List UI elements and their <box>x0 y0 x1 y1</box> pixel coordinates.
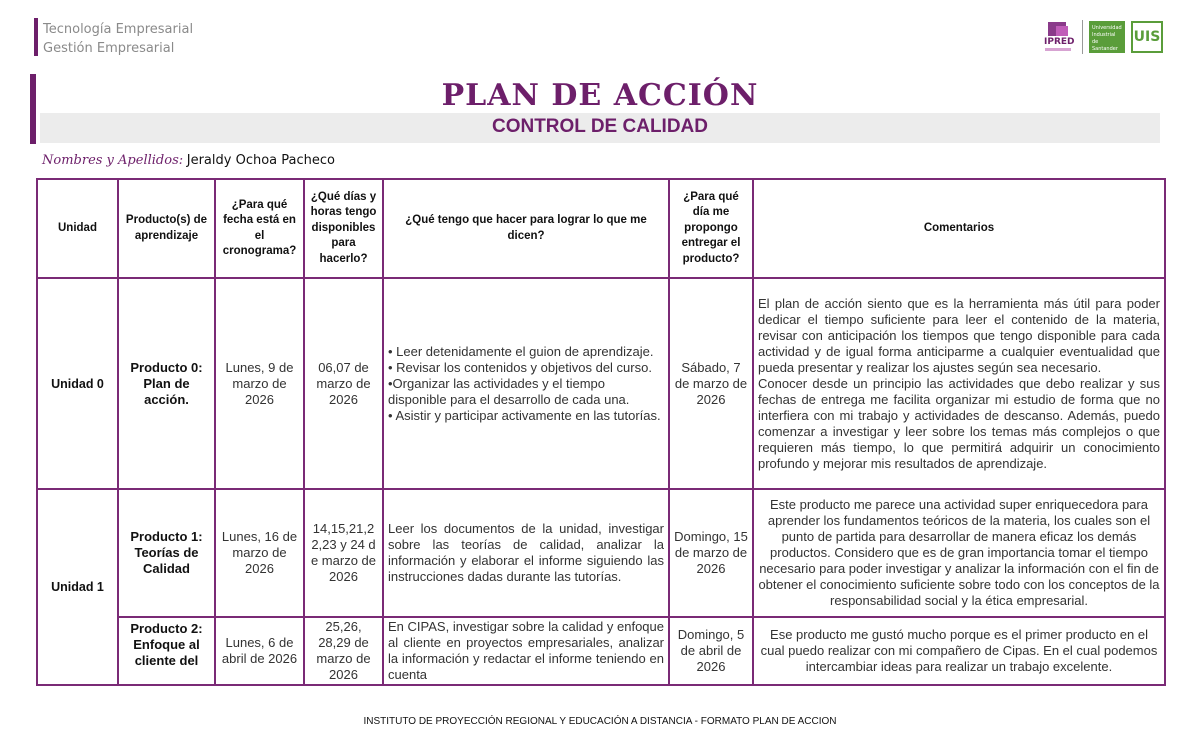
delivery-date-cell: Domingo, 5 de abril de 2026 <box>669 617 753 685</box>
header-unidad: Unidad <box>37 179 118 278</box>
delivery-date-cell: Sábado, 7 de marzo de 2026 <box>669 278 753 489</box>
uis-mark-logo: UIS <box>1131 21 1163 53</box>
table-row <box>37 278 1165 489</box>
uis-logo: Universidad Industrial de Santander <box>1089 21 1125 53</box>
todo-item: •Organizar las actividades y el tiempo disponible para el desarrollo de cada una. <box>388 375 630 407</box>
table-row <box>37 489 1165 617</box>
page-title: PLAN DE ACCIÓN <box>441 78 759 113</box>
schedule-date-cell: Lunes, 9 de marzo de 2026 <box>215 278 304 489</box>
product-cell: Producto 1: Teorías de Calidad <box>118 489 215 617</box>
comments-cell <box>753 278 1165 489</box>
comment-paragraph: El plan de acción siento que es la herramienta más útil para poder dedicar el tiempo suficiente para leer el contenido de la materia, revisar con anticipación los tiempos que tengo disponible para cada actividad y de igual forma anticiparme a cualquier eventualidad que pueda presentar y realizar los ajustes según sea necesario. <box>758 295 1160 375</box>
unit-cell: Unidad 0 <box>37 278 118 489</box>
todo-cell: En CIPAS, investigar sobre la calidad y enfoque al cliente en proyectos empresariales, analizar la información y redactar el informe teniendo en cuenta <box>383 617 669 685</box>
todo-item: • Revisar los contenidos y objetivos del curso. <box>388 359 652 375</box>
table-row <box>37 617 1165 685</box>
delivery-date-cell: Domingo, 15 de marzo de 2026 <box>669 489 753 617</box>
title-accent-bar <box>30 74 36 144</box>
todo-cell: Leer los documentos de la unidad, investigar sobre las teorías de calidad, analizar la información y elaborar el informe siguiendo las instrucciones dadas durante las tutorías. <box>383 489 669 617</box>
logo-divider <box>1082 20 1083 54</box>
available-days-cell: 06,07 de marzo de 2026 <box>304 278 383 489</box>
header-dia-entrega: ¿Para qué día me propongo entregar el producto? <box>669 179 753 278</box>
student-name-label: Nombres y Apellidos: <box>42 153 184 168</box>
page-subtitle: CONTROL DE CALIDAD <box>491 116 709 137</box>
header-producto: Producto(s) de aprendizaje <box>118 179 215 278</box>
available-days-cell: 25,26, 28,29 de marzo de 2026 <box>304 617 383 685</box>
ipred-logo: IPRED <box>1044 20 1074 54</box>
header-dias-disponibles: ¿Qué días y horas tengo disponibles para hacerlo? <box>304 179 383 278</box>
header-que-hacer: ¿Qué tengo que hacer para lograr lo que me dicen? <box>383 179 669 278</box>
comments-cell: Ese producto me gustó mucho porque es el primer producto en el cual puedo realizar con mi compañero de Cipas. En el cual podemos intercambiar ideas para realizar un trabajo excelente. <box>753 617 1165 685</box>
page-footer: INSTITUTO DE PROYECCIÓN REGIONAL Y EDUCACIÓN A DISTANCIA - FORMATO PLAN DE ACCION <box>363 716 837 727</box>
available-days-cell: 14,15,21,22,23 y 24 de marzo de 2026 <box>304 489 383 617</box>
student-name-value: Jeraldy Ochoa Pacheco <box>186 153 335 168</box>
department-line-1: Tecnología Empresarial <box>43 22 194 37</box>
todo-item: • Leer detenidamente el guion de aprendizaje. <box>388 343 654 359</box>
todo-item: • Asistir y participar activamente en las tutorías. <box>388 407 661 423</box>
institution-logos <box>1044 20 1163 54</box>
comment-paragraph: Conocer desde un principio las actividades que debo realizar y sus fechas de entrega me facilita organizar mi estudio de forma que no interfiera con mi trabajo y actividades de descanso. Además, puedo comenzar a investigar y leer sobre los temas más complejos o que requieren más tiempo, lo que permitirá adquirir un conocimiento profundo y mejorar mis resultados de aprendizaje. <box>758 375 1160 471</box>
unit-cell: Unidad 1 <box>37 489 118 685</box>
header-accent-bar <box>34 18 38 56</box>
schedule-date-cell: Lunes, 16 de marzo de 2026 <box>215 489 304 617</box>
table-header-row <box>37 179 1165 278</box>
schedule-date-cell: Lunes, 6 de abril de 2026 <box>215 617 304 685</box>
header-fecha-cronograma: ¿Para qué fecha está en el cronograma? <box>215 179 304 278</box>
product-cell: Producto 2: Enfoque al cliente del <box>118 617 215 685</box>
student-name-line <box>42 152 335 168</box>
department-line-2: Gestión Empresarial <box>43 41 175 56</box>
header-comentarios: Comentarios <box>753 179 1165 278</box>
comments-cell: Este producto me parece una actividad super enriquecedora para aprender los fundamentos teóricos de la materia, los cuales son el punto de partida para desarrollar de manera eficaz los demás productos. Considero que es de gran importancia tomar el tiempo necesario para poder investigar y analizar la información con el fin de obtener el conocimiento suficiente sobre todo con los conceptos de la responsabilidad social y la ética empresarial. <box>753 489 1165 617</box>
todo-cell <box>383 278 669 489</box>
product-cell: Producto 0: Plan de acción. <box>118 278 215 489</box>
department-block <box>43 20 193 58</box>
action-plan-table <box>36 178 1166 686</box>
